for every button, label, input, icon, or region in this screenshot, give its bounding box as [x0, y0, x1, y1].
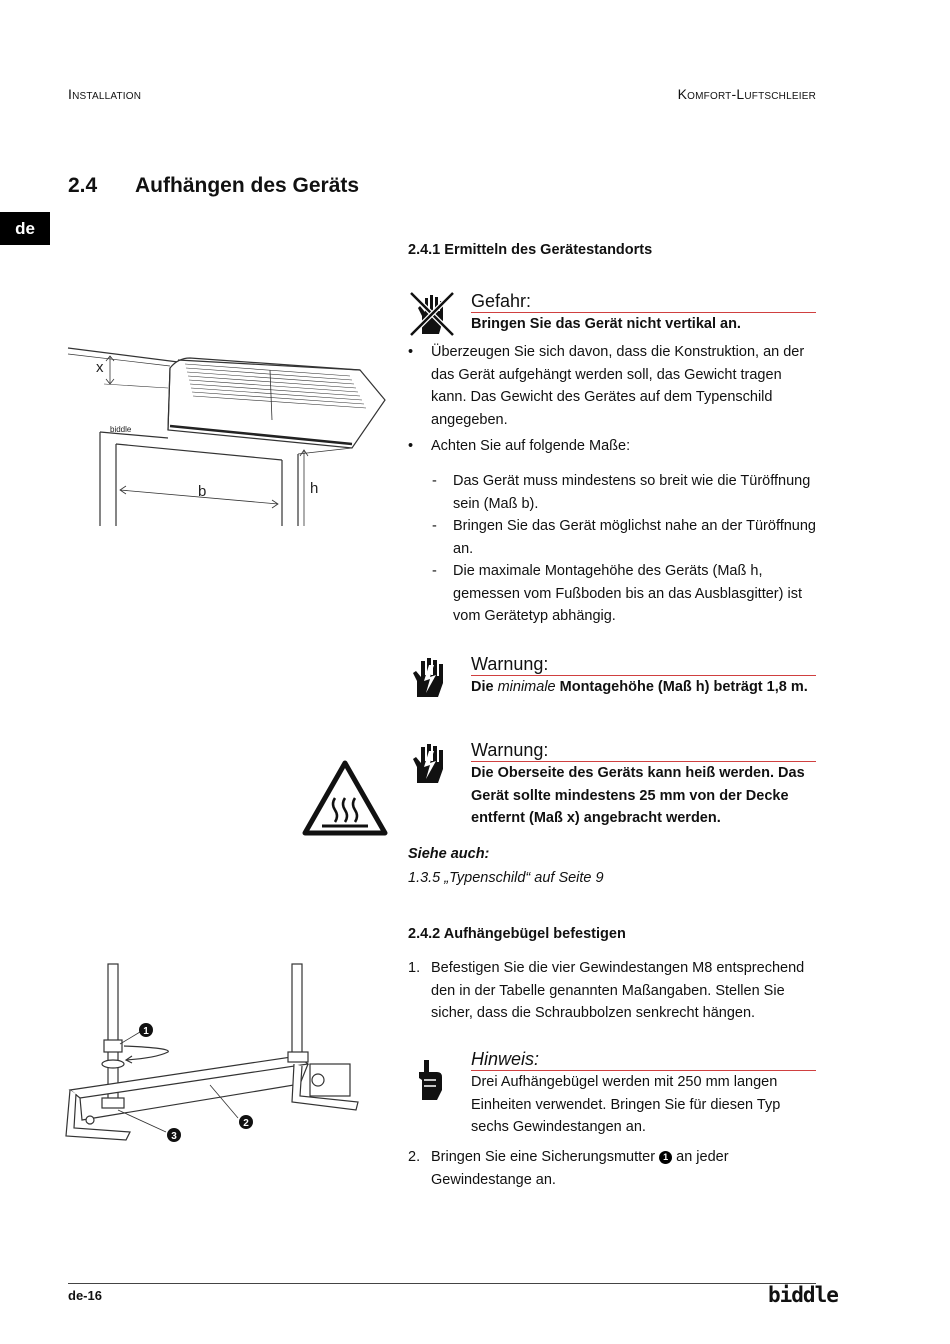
svg-text:2: 2	[243, 1118, 249, 1129]
section-number: 2.4	[68, 174, 98, 197]
header-right: Komfort-Luftschleier	[677, 86, 816, 102]
step-1-number: 1.	[408, 960, 421, 976]
language-tab: de	[0, 212, 50, 245]
danger-title: Gefahr:	[471, 290, 816, 313]
see-also-reference[interactable]: 1.3.5 „Typenschild“ auf Seite 9	[408, 870, 604, 886]
warning-title-1: Warnung:	[471, 653, 816, 676]
note-notice	[408, 1048, 818, 1135]
callout-marker-1: 1	[659, 1151, 672, 1164]
header-left: Installation	[68, 86, 142, 102]
dimension-label-x: x	[96, 359, 104, 376]
step-2	[408, 1146, 818, 1191]
callout-1	[139, 1023, 153, 1037]
subsection-heading-2: 2.4.2 Aufhängebügel befestigen	[408, 926, 626, 942]
bullet-list	[408, 341, 818, 458]
section-title-text: Aufhängen des Geräts	[135, 174, 360, 197]
dash-item-3: - Die maximale Montagehöhe des Geräts (Maß h, gemessen vom Fußboden bis an das Ausblasgitter) ist vom Gerätetyp abhängig.	[430, 560, 820, 628]
step-1-text: Befestigen Sie die vier Gewindestangen M8 entsprechend den in der Tabelle genannten Maßangaben. Stellen Sie sicher, dass die Schraubbolzen senkrecht hängen.	[431, 960, 805, 1021]
danger-hand-icon	[408, 290, 456, 338]
svg-text:3: 3	[171, 1131, 177, 1142]
hot-surface-warning-icon	[302, 760, 388, 838]
warning-text-1: Die minimale Montagehöhe (Maß h) beträgt 1,8 m.	[471, 679, 808, 695]
svg-text:1: 1	[143, 1026, 149, 1037]
dimension-label-b: b	[198, 483, 207, 500]
step-2-number: 2.	[408, 1149, 421, 1165]
footer-logo: biddle	[768, 1283, 838, 1307]
air-curtain-installation-figure	[60, 330, 400, 535]
bullet-item-1: • Überzeugen Sie sich davon, dass die Konstruktion, an der das Gerät aufgehängt werden soll, das Gewicht tragen kann. Das Gewicht des Gerätes auf dem Typenschild angegeben.	[408, 341, 818, 431]
warning-title-2: Warnung:	[471, 739, 816, 762]
warning-notice-2	[408, 739, 818, 826]
danger-notice	[408, 290, 818, 338]
step-2-text: Bringen Sie eine Sicherungsmutter 1 an jeder Gewindestange an.	[431, 1149, 729, 1188]
note-title: Hinweis:	[471, 1048, 816, 1071]
pointing-hand-icon	[408, 1056, 456, 1104]
callout-3	[167, 1128, 181, 1142]
mounting-bracket-figure	[60, 960, 370, 1150]
note-text: Drei Aufhängebügel werden mit 250 mm langen Einheiten verwendet. Bringen Sie für diesen Typ sechs Gewindestangen an.	[471, 1074, 781, 1135]
callout-2	[239, 1115, 253, 1129]
dash-list	[430, 470, 820, 628]
unit-brand-mark: biddle	[110, 425, 132, 434]
footer-rule	[68, 1283, 816, 1284]
dimension-label-h: h	[310, 480, 319, 497]
warning-hand-icon	[408, 653, 456, 701]
section-title	[68, 174, 359, 198]
dash-item-2: - Bringen Sie das Gerät möglichst nahe an der Türöffnung an.	[430, 515, 820, 560]
warning-hand-icon	[408, 739, 456, 787]
warning-text-2: Die Oberseite des Geräts kann heiß werden. Das Gerät sollte mindestens 25 mm von der Decke entfernt (Maß x) angebracht werden.	[471, 765, 805, 826]
subsection-heading-1: 2.4.1 Ermitteln des Gerätestandorts	[408, 242, 653, 258]
see-also-label: Siehe auch:	[408, 846, 490, 862]
footer-page-number: de-16	[68, 1288, 102, 1303]
dash-item-1: - Das Gerät muss mindestens so breit wie die Türöffnung sein (Maß b).	[430, 470, 820, 515]
danger-text: Bringen Sie das Gerät nicht vertikal an.	[471, 316, 741, 332]
step-1	[408, 957, 818, 1025]
warning-notice-1	[408, 653, 818, 715]
bullet-item-2: • Achten Sie auf folgende Maße:	[408, 435, 818, 458]
